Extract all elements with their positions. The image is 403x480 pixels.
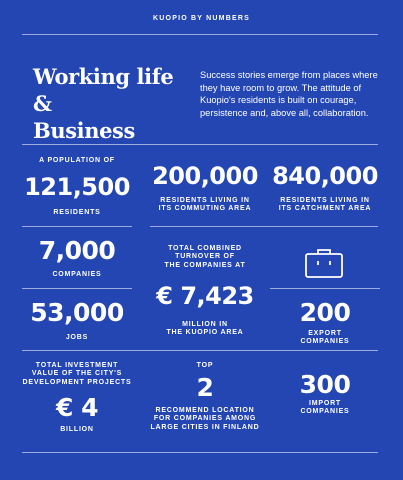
turnover-caption-line-2: TURNOVER OF: [175, 253, 235, 261]
location-caption-bottom: [150, 407, 260, 432]
title-line-2: Business: [33, 118, 135, 143]
catchment-value: 840,000: [272, 162, 378, 190]
investment-caption-bottom: BILLION: [60, 426, 94, 433]
divider: [150, 226, 378, 227]
jobs-caption: JOBS: [65, 334, 89, 341]
commuting-caption: [150, 197, 260, 214]
population-caption-top: A POPULATION OF: [39, 157, 115, 164]
import-caption: [270, 400, 380, 417]
population-caption-bottom: RESIDENTS: [53, 209, 101, 216]
turnover-value: € 7,423: [156, 282, 254, 310]
investment-value: € 4: [56, 393, 98, 422]
turnover-caption-top: [150, 245, 260, 270]
divider: [22, 350, 378, 351]
location-caption-top: TOP: [196, 362, 214, 369]
export-caption: [270, 330, 380, 347]
export-value: 200: [299, 298, 351, 327]
investment-caption-line-3: DEVELOPMENT PROJECTS: [22, 378, 132, 386]
turnover-caption-line-3: THE COMPANIES AT: [164, 261, 246, 269]
title-line-1: Working life &: [33, 64, 174, 116]
investment-caption-line-2: VALUE OF THE CITY'S: [31, 370, 123, 378]
location-caption-line-3: LARGE CITIES IN FINLAND: [150, 423, 260, 431]
investment-caption-line-1: TOTAL INVESTMENT: [35, 362, 119, 369]
intro-paragraph: Success stories emerge from places where they have room to grow. The attitude of Kuopio's residents is built on courage, persistence and, above all, collaboration.: [200, 70, 378, 118]
page-title: [33, 63, 183, 144]
import-caption-line-2: COMPANIES: [300, 408, 350, 416]
page-header-label: KUOPIO BY NUMBERS: [153, 15, 250, 22]
export-caption-line-2: COMPANIES: [300, 338, 350, 346]
turnover-caption-bottom: [150, 321, 260, 338]
export-caption-line-1: EXPORT: [308, 330, 342, 337]
commuting-caption-line-2: ITS COMMUTING AREA: [158, 205, 252, 213]
commuting-value: 200,000: [152, 162, 258, 190]
commuting-caption-line-1: RESIDENTS LIVING IN: [160, 197, 250, 204]
briefcase-icon: [305, 248, 343, 278]
divider: [270, 288, 380, 289]
catchment-caption-line-1: RESIDENTS LIVING IN: [280, 197, 370, 204]
companies-caption: COMPANIES: [52, 271, 102, 278]
location-value: 2: [196, 373, 214, 402]
location-caption-line-2: FOR COMPANIES AMONG: [153, 415, 257, 423]
population-value: 121,500: [24, 173, 130, 201]
divider: [22, 226, 132, 227]
import-caption-line-1: IMPORT: [308, 400, 342, 407]
divider: [22, 288, 132, 289]
turnover-caption-line-4: MILLION IN: [182, 321, 228, 328]
location-caption-line-1: RECOMMEND LOCATION: [155, 407, 255, 414]
divider: [22, 452, 378, 453]
catchment-caption: [270, 197, 380, 214]
companies-value: 7,000: [38, 236, 116, 265]
turnover-caption-line-1: TOTAL COMBINED: [168, 245, 242, 252]
import-value: 300: [299, 370, 351, 399]
turnover-caption-line-5: THE KUOPIO AREA: [166, 329, 244, 337]
divider: [22, 34, 378, 35]
divider: [22, 144, 378, 145]
jobs-value: 53,000: [30, 298, 124, 327]
investment-caption-top: [22, 362, 132, 387]
catchment-caption-line-2: ITS CATCHMENT AREA: [278, 205, 372, 213]
